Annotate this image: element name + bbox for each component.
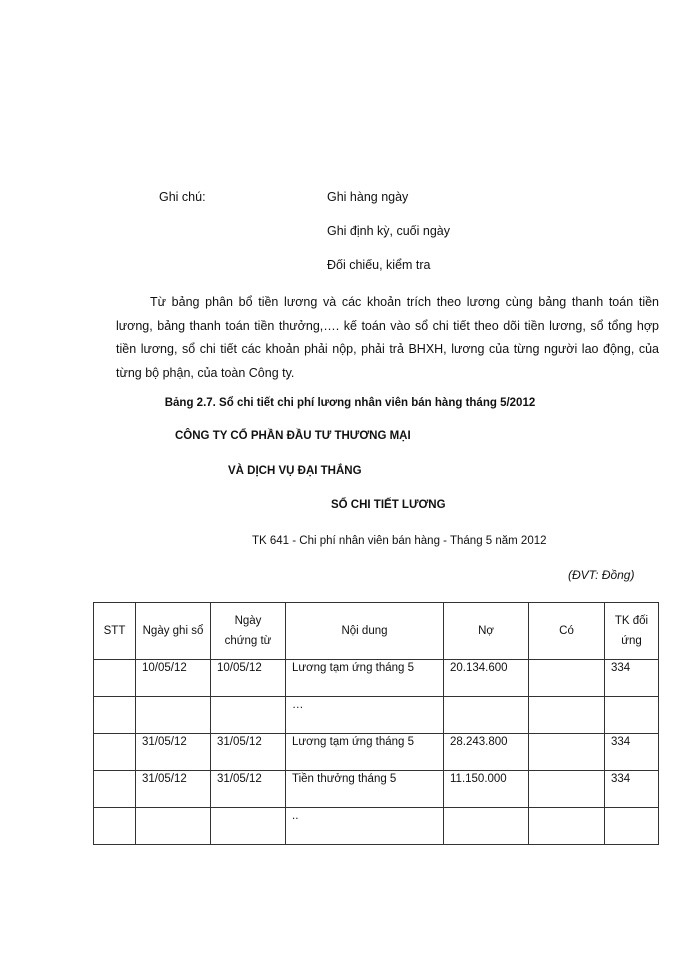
cell-debit: 11.150.000 (444, 771, 529, 808)
cell-stt (94, 697, 136, 734)
cell-entry-date (136, 697, 211, 734)
company-name-line2: VÀ DỊCH VỤ ĐẠI THẮNG (228, 465, 362, 477)
table-caption: Bảng 2.7. Sổ chi tiết chi phí lương nhân viên bán hàng tháng 5/2012 (164, 397, 536, 409)
col-header-credit: Có (529, 603, 605, 660)
table-row (94, 734, 659, 771)
cell-debit: 28.243.800 (444, 734, 529, 771)
table-row (94, 660, 659, 697)
cell-credit (529, 734, 605, 771)
table-header-row (94, 603, 659, 660)
ledger-subtitle: TK 641 - Chi phí nhân viên bán hàng - Tháng 5 năm 2012 (252, 535, 547, 547)
legend-periodic-entry: Ghi định kỳ, cuối ngày (327, 224, 450, 238)
cell-stt (94, 808, 136, 845)
cell-voucher-date: 10/05/12 (211, 660, 286, 697)
cell-description: Tiền thưởng tháng 5 (286, 771, 444, 808)
cell-debit (444, 808, 529, 845)
cell-description: … (286, 697, 444, 734)
cell-voucher-date: 31/05/12 (211, 734, 286, 771)
col-header-description: Nội dung (286, 603, 444, 660)
cell-debit: 20.134.600 (444, 660, 529, 697)
cell-contra-account: 334 (605, 660, 659, 697)
cell-voucher-date: 31/05/12 (211, 771, 286, 808)
currency-unit: (ĐVT: Đồng) (568, 568, 635, 582)
cell-stt (94, 660, 136, 697)
cell-stt (94, 734, 136, 771)
legend-reconciliation: Đối chiếu, kiểm tra (327, 258, 431, 272)
cell-description: .. (286, 808, 444, 845)
cell-entry-date: 31/05/12 (136, 734, 211, 771)
cell-entry-date: 10/05/12 (136, 660, 211, 697)
ledger-table (93, 602, 659, 845)
cell-description: Lương tạm ứng tháng 5 (286, 734, 444, 771)
table-row (94, 808, 659, 845)
notes-label: Ghi chú: (159, 190, 206, 204)
cell-entry-date (136, 808, 211, 845)
legend-daily-entry: Ghi hàng ngày (327, 190, 409, 204)
body-paragraph: Từ bảng phân bổ tiền lương và các khoản trích theo lương cùng bảng thanh toán tiền lương, bảng thanh toán tiền thưởng,…. kế toán vào sổ chi tiết theo dõi tiền lương, sổ tổng hợp tiền lương, sổ chi tiết các khoản phải nộp, phải trả BHXH, lương của từng người lao động, của từng bộ phận, của toàn Công ty. (116, 295, 659, 380)
cell-credit (529, 697, 605, 734)
cell-credit (529, 660, 605, 697)
cell-entry-date: 31/05/12 (136, 771, 211, 808)
cell-description: Lương tạm ứng tháng 5 (286, 660, 444, 697)
col-header-entry-date: Ngày ghi sổ (136, 603, 211, 660)
col-header-stt: STT (94, 603, 136, 660)
ledger-title: SỔ CHI TIẾT LƯƠNG (331, 499, 446, 511)
cell-credit (529, 808, 605, 845)
col-header-voucher-date: Ngày chứng từ (211, 603, 286, 660)
cell-contra-account: 334 (605, 771, 659, 808)
table-row (94, 697, 659, 734)
cell-credit (529, 771, 605, 808)
cell-contra-account: 334 (605, 734, 659, 771)
cell-voucher-date (211, 808, 286, 845)
cell-contra-account (605, 808, 659, 845)
company-name-line1: CÔNG TY CỔ PHẦN ĐẦU TƯ THƯƠNG MẠI (175, 430, 411, 442)
cell-voucher-date (211, 697, 286, 734)
col-header-debit: Nợ (444, 603, 529, 660)
cell-debit (444, 697, 529, 734)
cell-stt (94, 771, 136, 808)
col-header-contra-account: TK đối ứng (605, 603, 659, 660)
cell-contra-account (605, 697, 659, 734)
table-row (94, 771, 659, 808)
